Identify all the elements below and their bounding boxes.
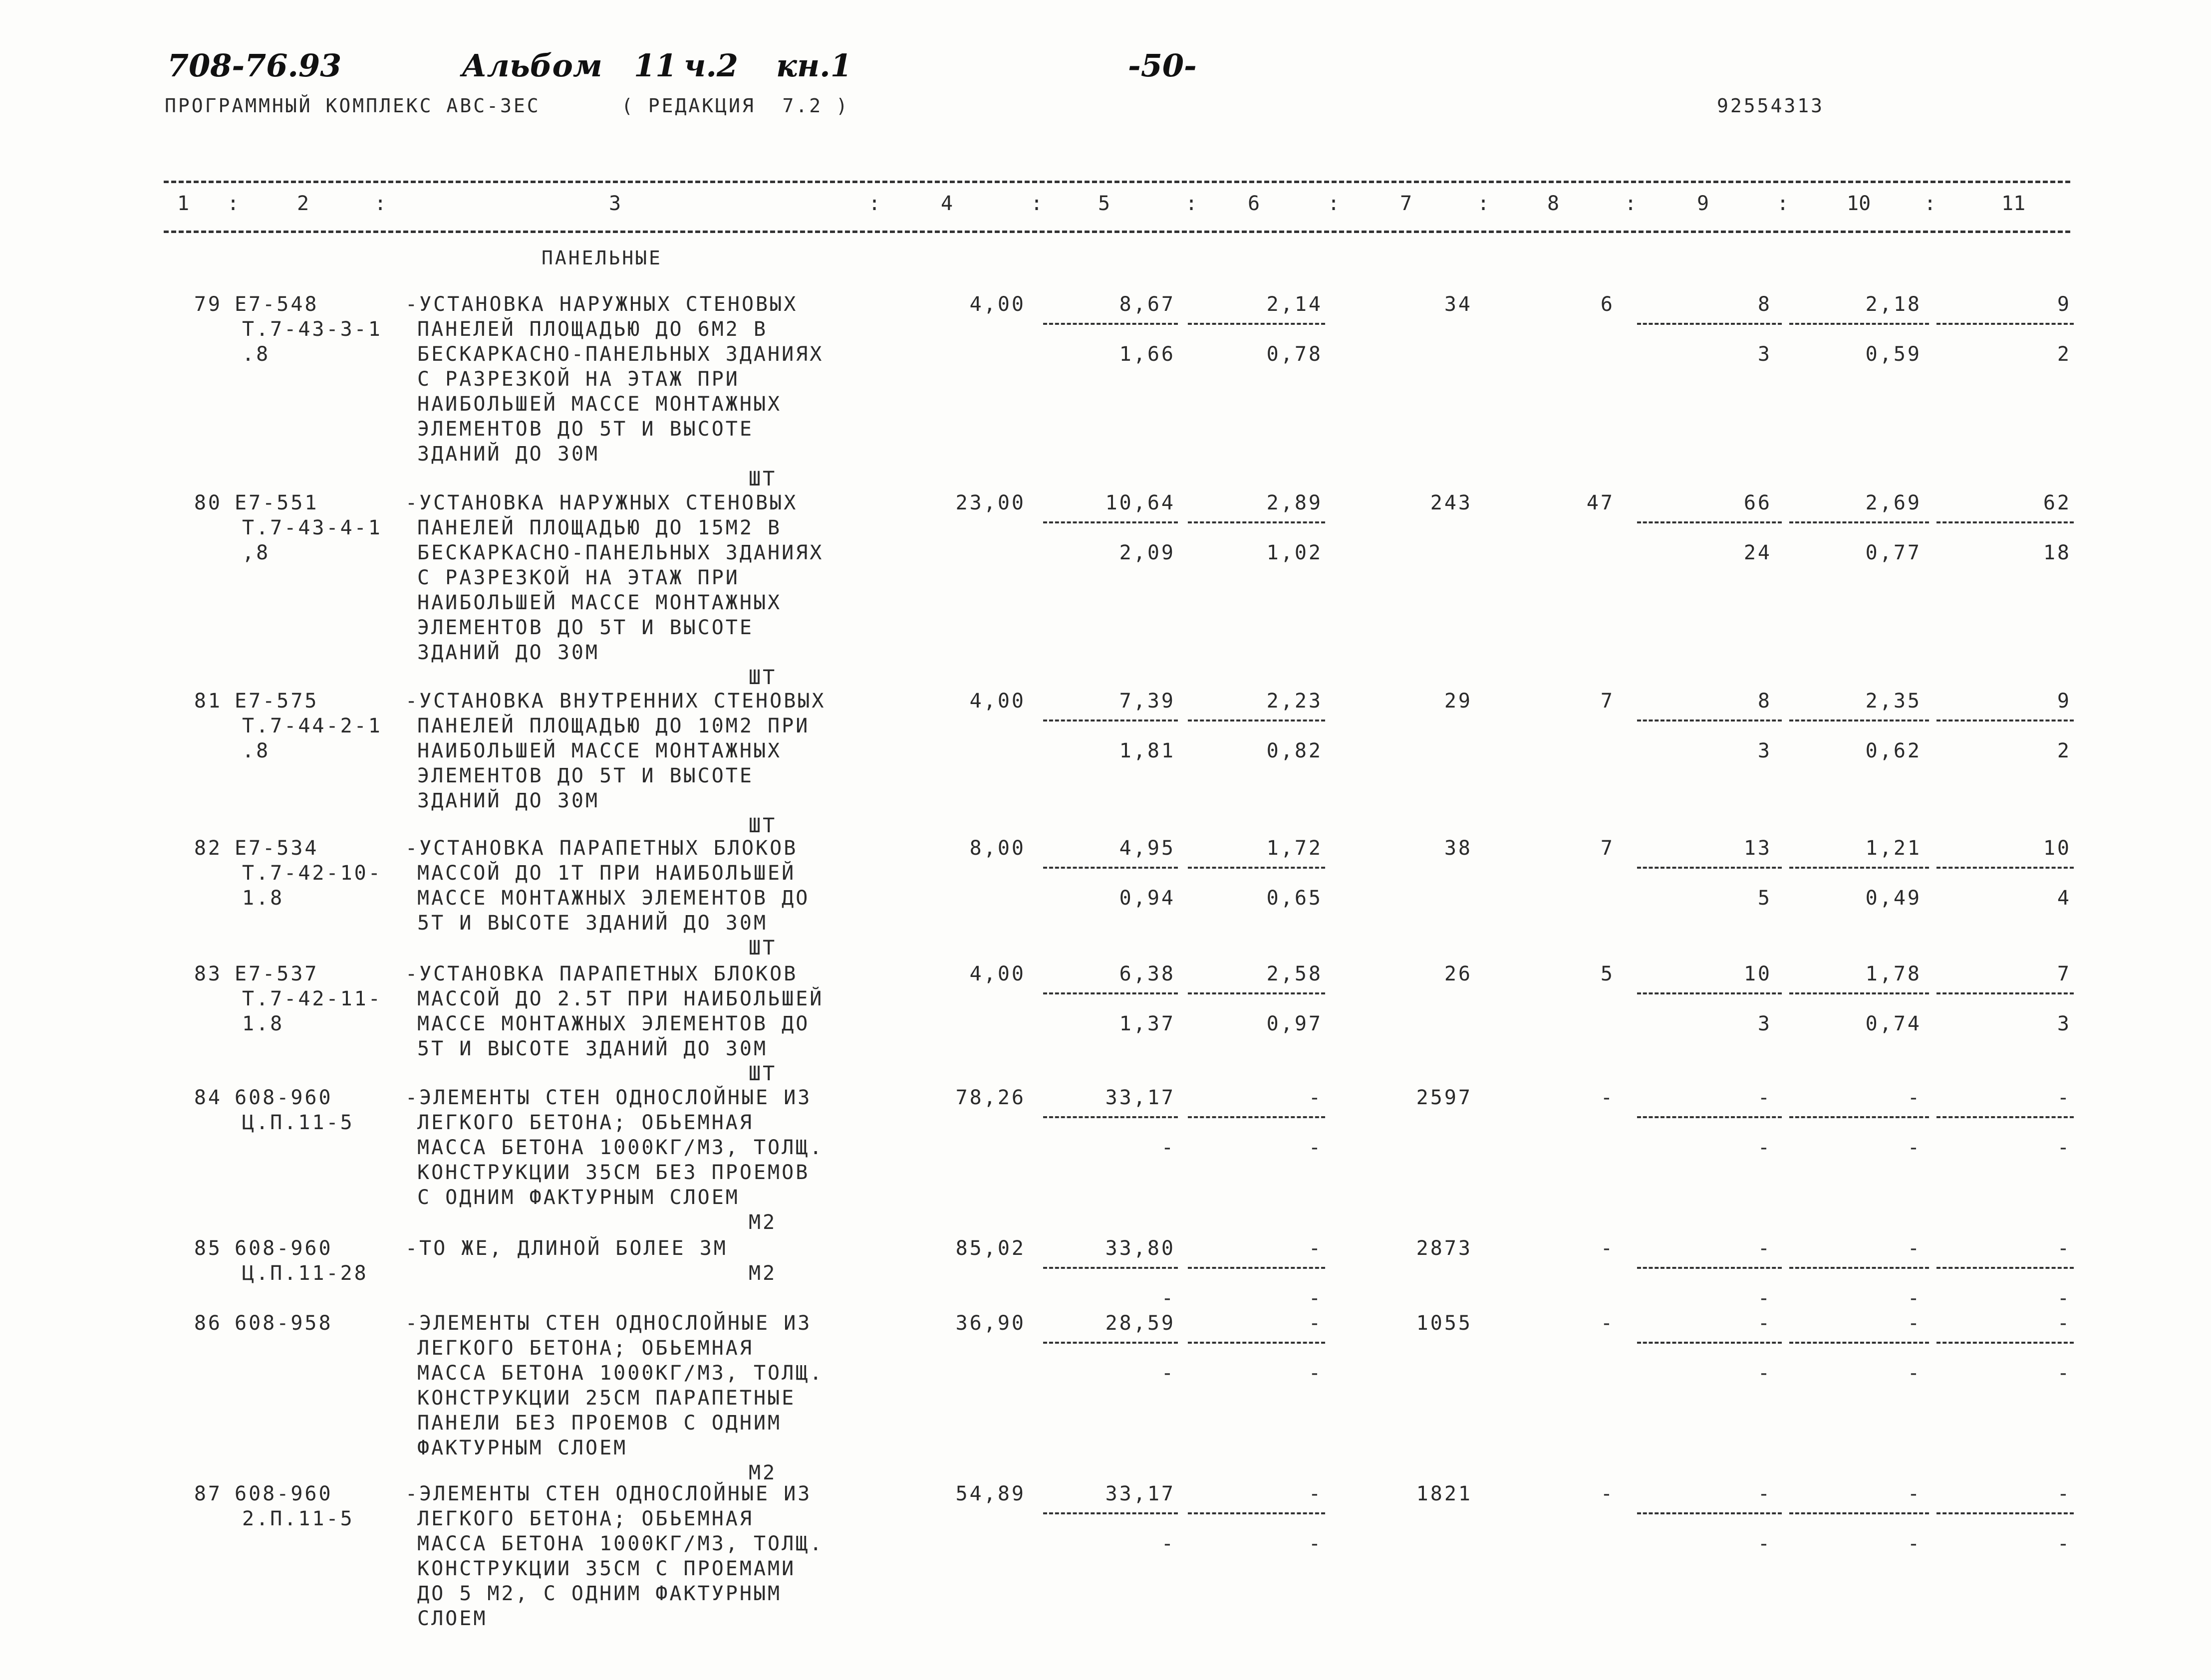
fraction-bar [1043, 323, 1178, 325]
value-c11: - [2057, 1237, 2071, 1260]
value-c5: 7,39 [1119, 690, 1175, 713]
description-line: 5Т И ВЫСОТЕ ЗДАНИЙ ДО 30М [417, 912, 768, 935]
value-c8: 5 [1600, 962, 1615, 985]
description-line: КОНСТРУКЦИИ 25СМ ПАРАПЕТНЫЕ [417, 1387, 796, 1410]
value-c5b: 1,37 [1119, 1012, 1175, 1035]
description-line: С РАЗРЕЗКОЙ НА ЭТАЖ ПРИ [417, 368, 740, 391]
value-c10: 1,21 [1865, 837, 1922, 860]
column-separator: : [1328, 192, 1340, 215]
value-c10: 2,69 [1865, 491, 1922, 514]
value-c8: 7 [1600, 690, 1615, 713]
description-line: ДО 5 М2, С ОДНИМ ФАКТУРНЫМ [417, 1582, 782, 1605]
fraction-bar [1637, 323, 1782, 325]
row-description [405, 292, 824, 467]
value-c8: - [1600, 1086, 1615, 1109]
description-line: -УСТАНОВКА НАРУЖНЫХ СТЕНОВЫХ [405, 293, 798, 316]
fraction-bar [1789, 1342, 1929, 1344]
row-number: 81 [194, 690, 222, 713]
row-number: 85 [194, 1237, 222, 1260]
row-description [405, 836, 810, 936]
value-c7: 1055 [1416, 1312, 1472, 1335]
column-header-11: 11 [2001, 192, 2026, 215]
value-c4: 4,00 [969, 690, 1026, 713]
row-number: 84 [194, 1086, 222, 1109]
header-top-rule [164, 181, 2070, 183]
description-line: -УСТАНОВКА ПАРАПЕТНЫХ БЛОКОВ [405, 962, 798, 985]
row-unit: М2 [749, 1461, 777, 1484]
description-line: С ОДНИМ ФАКТУРНЫМ СЛОЕМ [417, 1186, 740, 1209]
value-c7: 26 [1444, 962, 1472, 985]
fraction-bar [1043, 1512, 1178, 1514]
row-unit: ШТ [749, 814, 777, 837]
fraction-bar [1188, 1116, 1325, 1118]
value-c5: 33,17 [1105, 1086, 1175, 1109]
value-c9: - [1757, 1312, 1772, 1335]
row-code: Т.7-43-3-1 [242, 318, 382, 341]
value-c6b: 0,97 [1266, 1012, 1323, 1035]
value-c9b: - [1757, 1362, 1772, 1385]
value-c6: 2,58 [1266, 962, 1323, 985]
row-code: 2.П.11-5 [242, 1507, 354, 1530]
value-c7: 1821 [1416, 1482, 1472, 1505]
value-c6: 1,72 [1266, 837, 1323, 860]
row-code: Е7-551 [235, 491, 319, 514]
column-separator: : [868, 192, 881, 215]
fraction-bar [1043, 521, 1178, 523]
value-c5b: - [1161, 1136, 1175, 1159]
table-row [0, 836, 2211, 960]
value-c9: 13 [1743, 837, 1772, 860]
fraction-bar [1789, 867, 1929, 869]
value-c5b: 2,09 [1119, 541, 1175, 564]
description-line: -УСТАНОВКА ПАРАПЕТНЫХ БЛОКОВ [405, 837, 798, 860]
value-c9b: 5 [1757, 887, 1772, 910]
value-c4: 36,90 [955, 1312, 1026, 1335]
column-separator: : [1031, 192, 1043, 215]
album-number: 11 [634, 47, 677, 84]
value-c6: - [1308, 1482, 1323, 1505]
description-line: МАССОЙ ДО 1Т ПРИ НАИБОЛЬШЕЙ [417, 862, 796, 885]
row-code: 1.8 [242, 1012, 284, 1035]
row-description [405, 1085, 824, 1210]
column-header-8: 8 [1547, 192, 1560, 215]
value-c10: - [1907, 1312, 1922, 1335]
value-c11b: - [2057, 1532, 2071, 1555]
row-code: Е7-534 [235, 837, 319, 860]
description-line: БЕСКАРКАСНО-ПАНЕЛЬНЫХ ЗДАНИЯХ [417, 541, 824, 564]
fraction-bar [1789, 1512, 1929, 1514]
value-c7: 29 [1444, 690, 1472, 713]
value-c10b: 0,77 [1865, 541, 1922, 564]
value-c10: - [1907, 1086, 1922, 1109]
fraction-bar [1936, 1512, 2074, 1514]
value-c10b: - [1907, 1136, 1922, 1159]
value-c5: 8,67 [1119, 293, 1175, 316]
value-c6b: - [1308, 1532, 1323, 1555]
row-code: Е7-537 [235, 962, 319, 985]
value-c10: - [1907, 1482, 1922, 1505]
table-row [0, 1085, 2211, 1234]
value-c11b: 18 [2043, 541, 2071, 564]
value-c11: - [2057, 1312, 2071, 1335]
row-number: 87 [194, 1482, 222, 1505]
fraction-bar [1188, 1267, 1325, 1269]
row-unit: ШТ [749, 666, 777, 689]
value-c5b: 1,66 [1119, 343, 1175, 366]
description-line: ЭЛЕМЕНТОВ ДО 5Т И ВЫСОТЕ [417, 616, 754, 639]
column-separator: : [1625, 192, 1637, 215]
document-number: 92554313 [1717, 95, 1825, 117]
value-c6b: - [1308, 1287, 1323, 1310]
row-code: .8 [242, 739, 271, 762]
description-line: ЗДАНИЙ ДО 30М [417, 641, 600, 664]
row-code: 1.8 [242, 887, 284, 910]
value-c11: 62 [2043, 491, 2071, 514]
value-c11: - [2057, 1086, 2071, 1109]
fraction-bar [1789, 1267, 1929, 1269]
value-c5b: - [1161, 1287, 1175, 1310]
value-c9: 10 [1743, 962, 1772, 985]
row-code: Т.7-44-2-1 [242, 715, 382, 737]
value-c4: 85,02 [955, 1237, 1026, 1260]
description-line: НАИБОЛЬШЕЙ МАССЕ МОНТАЖНЫХ [417, 393, 782, 416]
value-c11b: 3 [2057, 1012, 2071, 1035]
fraction-bar [1637, 521, 1782, 523]
description-line: НАИБОЛЬШЕЙ МАССЕ МОНТАЖНЫХ [417, 591, 782, 614]
value-c7: 243 [1430, 491, 1472, 514]
description-line: СЛОЕМ [417, 1607, 488, 1630]
value-c9: - [1757, 1482, 1772, 1505]
value-c6: - [1308, 1086, 1323, 1109]
row-number: 83 [194, 962, 222, 985]
description-line: С РАЗРЕЗКОЙ НА ЭТАЖ ПРИ [417, 566, 740, 589]
fraction-bar [1789, 323, 1929, 325]
fraction-bar [1043, 992, 1178, 994]
fraction-bar [1188, 1342, 1325, 1344]
description-line: КОНСТРУКЦИИ 35СМ БЕЗ ПРОЕМОВ [417, 1161, 810, 1184]
value-c5: 6,38 [1119, 962, 1175, 985]
value-c11b: 2 [2057, 343, 2071, 366]
description-line: БЕСКАРКАСНО-ПАНЕЛЬНЫХ ЗДАНИЯХ [417, 343, 824, 366]
fraction-bar [1043, 720, 1178, 721]
fraction-bar [1936, 1116, 2074, 1118]
value-c8: 7 [1600, 837, 1615, 860]
description-line: ПАНЕЛЕЙ ПЛОЩАДЬЮ ДО 15М2 В [417, 516, 782, 539]
row-code: 608-960 [235, 1482, 333, 1505]
page-number: -50- [1128, 47, 1197, 84]
row-description [405, 1481, 824, 1631]
description-line: -ЭЛЕМЕНТЫ СТЕН ОДНОСЛОЙНЫЕ ИЗ [405, 1482, 812, 1505]
fraction-bar [1637, 992, 1782, 994]
program-title: ПРОГРАММНЫЙ КОМПЛЕКС АВС-3ЕС [165, 95, 541, 117]
value-c5: 10,64 [1105, 491, 1175, 514]
value-c11b: - [2057, 1287, 2071, 1310]
value-c10b: - [1907, 1362, 1922, 1385]
value-c11b: - [2057, 1362, 2071, 1385]
fraction-bar [1936, 1267, 2074, 1269]
description-line: -ЭЛЕМЕНТЫ СТЕН ОДНОСЛОЙНЫЕ ИЗ [405, 1312, 812, 1335]
fraction-bar [1637, 1116, 1782, 1118]
fraction-bar [1936, 720, 2074, 721]
value-c10b: 0,62 [1865, 739, 1922, 762]
row-code: 608-958 [235, 1312, 333, 1335]
value-c6b: - [1308, 1136, 1323, 1159]
row-description [405, 490, 824, 665]
value-c8: - [1600, 1482, 1615, 1505]
fraction-bar [1936, 323, 2074, 325]
description-line: ПАНЕЛЕЙ ПЛОЩАДЬЮ ДО 10М2 ПРИ [417, 715, 810, 737]
value-c4: 54,89 [955, 1482, 1026, 1505]
doc-code: 708-76.93 [167, 47, 342, 84]
value-c10b: 0,49 [1865, 887, 1922, 910]
value-c6: - [1308, 1237, 1323, 1260]
value-c9: - [1757, 1237, 1772, 1260]
row-unit: ШТ [749, 1062, 777, 1085]
value-c10: - [1907, 1237, 1922, 1260]
value-c9: 66 [1743, 491, 1772, 514]
row-description [405, 961, 824, 1061]
table-row [0, 1236, 2211, 1310]
value-c9b: - [1757, 1136, 1772, 1159]
fraction-bar [1637, 1342, 1782, 1344]
value-c8: 6 [1600, 293, 1615, 316]
value-c11: 9 [2057, 690, 2071, 713]
fraction-bar [1936, 521, 2074, 523]
header-bottom-rule [164, 231, 2070, 233]
fraction-bar [1789, 521, 1929, 523]
row-code: 608-960 [235, 1237, 333, 1260]
value-c10b: 0,59 [1865, 343, 1922, 366]
column-header-10: 10 [1847, 192, 1871, 215]
value-c4: 4,00 [969, 293, 1026, 316]
row-unit: М2 [749, 1262, 777, 1285]
fraction-bar [1188, 992, 1325, 994]
fraction-bar [1637, 1267, 1782, 1269]
book-label: кн.1 [776, 47, 852, 84]
value-c9b: - [1757, 1532, 1772, 1555]
fraction-bar [1043, 1116, 1178, 1118]
value-c8: 47 [1586, 491, 1615, 514]
row-code: Е7-575 [235, 690, 319, 713]
row-unit: ШТ [749, 937, 777, 960]
column-header-4: 4 [941, 192, 953, 215]
value-c6b: 0,65 [1266, 887, 1323, 910]
description-line: НАИБОЛЬШЕЙ МАССЕ МОНТАЖНЫХ [417, 739, 782, 762]
value-c5: 28,59 [1105, 1312, 1175, 1335]
fraction-bar [1637, 867, 1782, 869]
row-code: Е7-548 [235, 293, 319, 316]
column-separator: : [1924, 192, 1936, 215]
value-c4: 78,26 [955, 1086, 1026, 1109]
value-c5: 33,80 [1105, 1237, 1175, 1260]
description-line: ЗДАНИЙ ДО 30М [417, 789, 600, 812]
value-c5b: - [1161, 1532, 1175, 1555]
fraction-bar [1936, 1342, 2074, 1344]
value-c6: 2,89 [1266, 491, 1323, 514]
value-c6: 2,23 [1266, 690, 1323, 713]
column-separator: : [1777, 192, 1789, 215]
fraction-bar [1188, 521, 1325, 523]
row-unit: М2 [749, 1211, 777, 1234]
value-c10b: 0,74 [1865, 1012, 1922, 1035]
row-unit: ШТ [749, 468, 777, 490]
column-header-7: 7 [1400, 192, 1412, 215]
value-c9b: 24 [1743, 541, 1772, 564]
value-c9b: 3 [1757, 1012, 1772, 1035]
value-c11: - [2057, 1482, 2071, 1505]
value-c11b: 2 [2057, 739, 2071, 762]
row-code: ,8 [242, 541, 271, 564]
value-c7: 38 [1444, 837, 1472, 860]
value-c9b: 3 [1757, 343, 1772, 366]
description-line: ФАКТУРНЫМ СЛОЕМ [417, 1437, 628, 1459]
fraction-bar [1043, 867, 1178, 869]
column-header-6: 6 [1248, 192, 1260, 215]
edition-label: ( РЕДАКЦИЯ 7.2 ) [621, 95, 849, 117]
value-c10b: - [1907, 1287, 1922, 1310]
table-row [0, 490, 2211, 689]
description-line: ЛЕГКОГО БЕТОНА; ОБЬЕМНАЯ [417, 1337, 754, 1360]
row-code: .8 [242, 343, 271, 366]
description-line: МАССА БЕТОНА 1000КГ/М3, ТОЛЩ. [417, 1136, 824, 1159]
value-c8: - [1600, 1237, 1615, 1260]
value-c7: 2873 [1416, 1237, 1472, 1260]
value-c6: - [1308, 1312, 1323, 1335]
value-c11: 9 [2057, 293, 2071, 316]
fraction-bar [1188, 867, 1325, 869]
row-code: Ц.П.11-28 [242, 1262, 368, 1285]
value-c9b: 3 [1757, 739, 1772, 762]
description-line: -ЭЛЕМЕНТЫ СТЕН ОДНОСЛОЙНЫЕ ИЗ [405, 1086, 812, 1109]
value-c9: 8 [1757, 293, 1772, 316]
description-line: МАССА БЕТОНА 1000КГ/М3, ТОЛЩ. [417, 1362, 824, 1385]
value-c6b: - [1308, 1362, 1323, 1385]
value-c11b: - [2057, 1136, 2071, 1159]
table-row [0, 1481, 2211, 1630]
fraction-bar [1188, 720, 1325, 721]
column-header-1: 1 [177, 192, 190, 215]
description-line: ЭЛЕМЕНТОВ ДО 5Т И ВЫСОТЕ [417, 764, 754, 787]
value-c5: 33,17 [1105, 1482, 1175, 1505]
value-c4: 8,00 [969, 837, 1026, 860]
value-c4: 4,00 [969, 962, 1026, 985]
description-line: 5Т И ВЫСОТЕ ЗДАНИЙ ДО 30М [417, 1037, 768, 1060]
description-line: ПАНЕЛИ БЕЗ ПРОЕМОВ С ОДНИМ [417, 1412, 782, 1435]
column-separator: : [374, 192, 387, 215]
row-number: 82 [194, 837, 222, 860]
value-c5b: - [1161, 1362, 1175, 1385]
fraction-bar [1188, 323, 1325, 325]
table-row [0, 689, 2211, 837]
column-separator: : [227, 192, 240, 215]
value-c11: 10 [2043, 837, 2071, 860]
part-label: ч.2 [684, 47, 739, 84]
value-c11: 7 [2057, 962, 2071, 985]
value-c10: 1,78 [1865, 962, 1922, 985]
fraction-bar [1043, 1267, 1178, 1269]
fraction-bar [1637, 720, 1782, 721]
column-header-9: 9 [1697, 192, 1709, 215]
fraction-bar [1789, 720, 1929, 721]
row-description [405, 689, 826, 813]
value-c8: - [1600, 1312, 1615, 1335]
row-description [405, 1236, 728, 1261]
row-code: Т.7-42-10- [242, 862, 382, 885]
description-line: ЛЕГКОГО БЕТОНА; ОБЬЕМНАЯ [417, 1111, 754, 1134]
description-line: МАССОЙ ДО 2.5Т ПРИ НАИБОЛЬШЕЙ [417, 987, 824, 1010]
fraction-bar [1936, 867, 2074, 869]
description-line: ЛЕГКОГО БЕТОНА; ОБЬЕМНАЯ [417, 1507, 754, 1530]
row-code: Т.7-43-4-1 [242, 516, 382, 539]
fraction-bar [1789, 1116, 1929, 1118]
row-description [405, 1311, 824, 1460]
fraction-bar [1043, 1342, 1178, 1344]
value-c5b: 1,81 [1119, 739, 1175, 762]
value-c10: 2,18 [1865, 293, 1922, 316]
column-header-3: 3 [609, 192, 621, 215]
description-line: -ТО ЖЕ, ДЛИНОЙ БОЛЕЕ 3М [405, 1237, 728, 1260]
column-header-2: 2 [297, 192, 309, 215]
description-line: -УСТАНОВКА НАРУЖНЫХ СТЕНОВЫХ [405, 491, 798, 514]
section-title: ПАНЕЛЬНЫЕ [542, 247, 662, 269]
description-line: ПАНЕЛЕЙ ПЛОЩАДЬЮ ДО 6М2 В [417, 318, 768, 341]
table-row [0, 1311, 2211, 1484]
row-code: 608-960 [235, 1086, 333, 1109]
value-c10: 2,35 [1865, 690, 1922, 713]
column-header-5: 5 [1098, 192, 1110, 215]
fraction-bar [1789, 992, 1929, 994]
row-number: 80 [194, 491, 222, 514]
value-c6: 2,14 [1266, 293, 1323, 316]
column-separator: : [1185, 192, 1198, 215]
fraction-bar [1936, 992, 2074, 994]
value-c7: 2597 [1416, 1086, 1472, 1109]
column-separator: : [1477, 192, 1490, 215]
fraction-bar [1637, 1512, 1782, 1514]
description-line: ЗДАНИЙ ДО 30М [417, 443, 600, 466]
value-c6b: 0,82 [1266, 739, 1323, 762]
value-c5b: 0,94 [1119, 887, 1175, 910]
row-number: 79 [194, 293, 222, 316]
value-c5: 4,95 [1119, 837, 1175, 860]
description-line: МАССЕ МОНТАЖНЫХ ЭЛЕМЕНТОВ ДО [417, 887, 810, 910]
value-c6b: 0,78 [1266, 343, 1323, 366]
description-line: МАССА БЕТОНА 1000КГ/М3, ТОЛЩ. [417, 1532, 824, 1555]
row-number: 86 [194, 1312, 222, 1335]
description-line: КОНСТРУКЦИИ 35СМ С ПРОЕМАМИ [417, 1557, 796, 1580]
value-c4: 23,00 [955, 491, 1026, 514]
value-c6b: 1,02 [1266, 541, 1323, 564]
value-c7: 34 [1444, 293, 1472, 316]
value-c9: 8 [1757, 690, 1772, 713]
value-c10b: - [1907, 1532, 1922, 1555]
row-code: Т.7-42-11- [242, 987, 382, 1010]
description-line: -УСТАНОВКА ВНУТРЕННИХ СТЕНОВЫХ [405, 690, 826, 713]
value-c9: - [1757, 1086, 1772, 1109]
album-label: Альбом [462, 47, 602, 84]
description-line: МАССЕ МОНТАЖНЫХ ЭЛЕМЕНТОВ ДО [417, 1012, 810, 1035]
value-c11b: 4 [2057, 887, 2071, 910]
row-code: Ц.П.11-5 [242, 1111, 354, 1134]
description-line: ЭЛЕМЕНТОВ ДО 5Т И ВЫСОТЕ [417, 418, 754, 441]
table-row [0, 292, 2211, 490]
table-row [0, 961, 2211, 1085]
value-c9b: - [1757, 1287, 1772, 1310]
fraction-bar [1188, 1512, 1325, 1514]
